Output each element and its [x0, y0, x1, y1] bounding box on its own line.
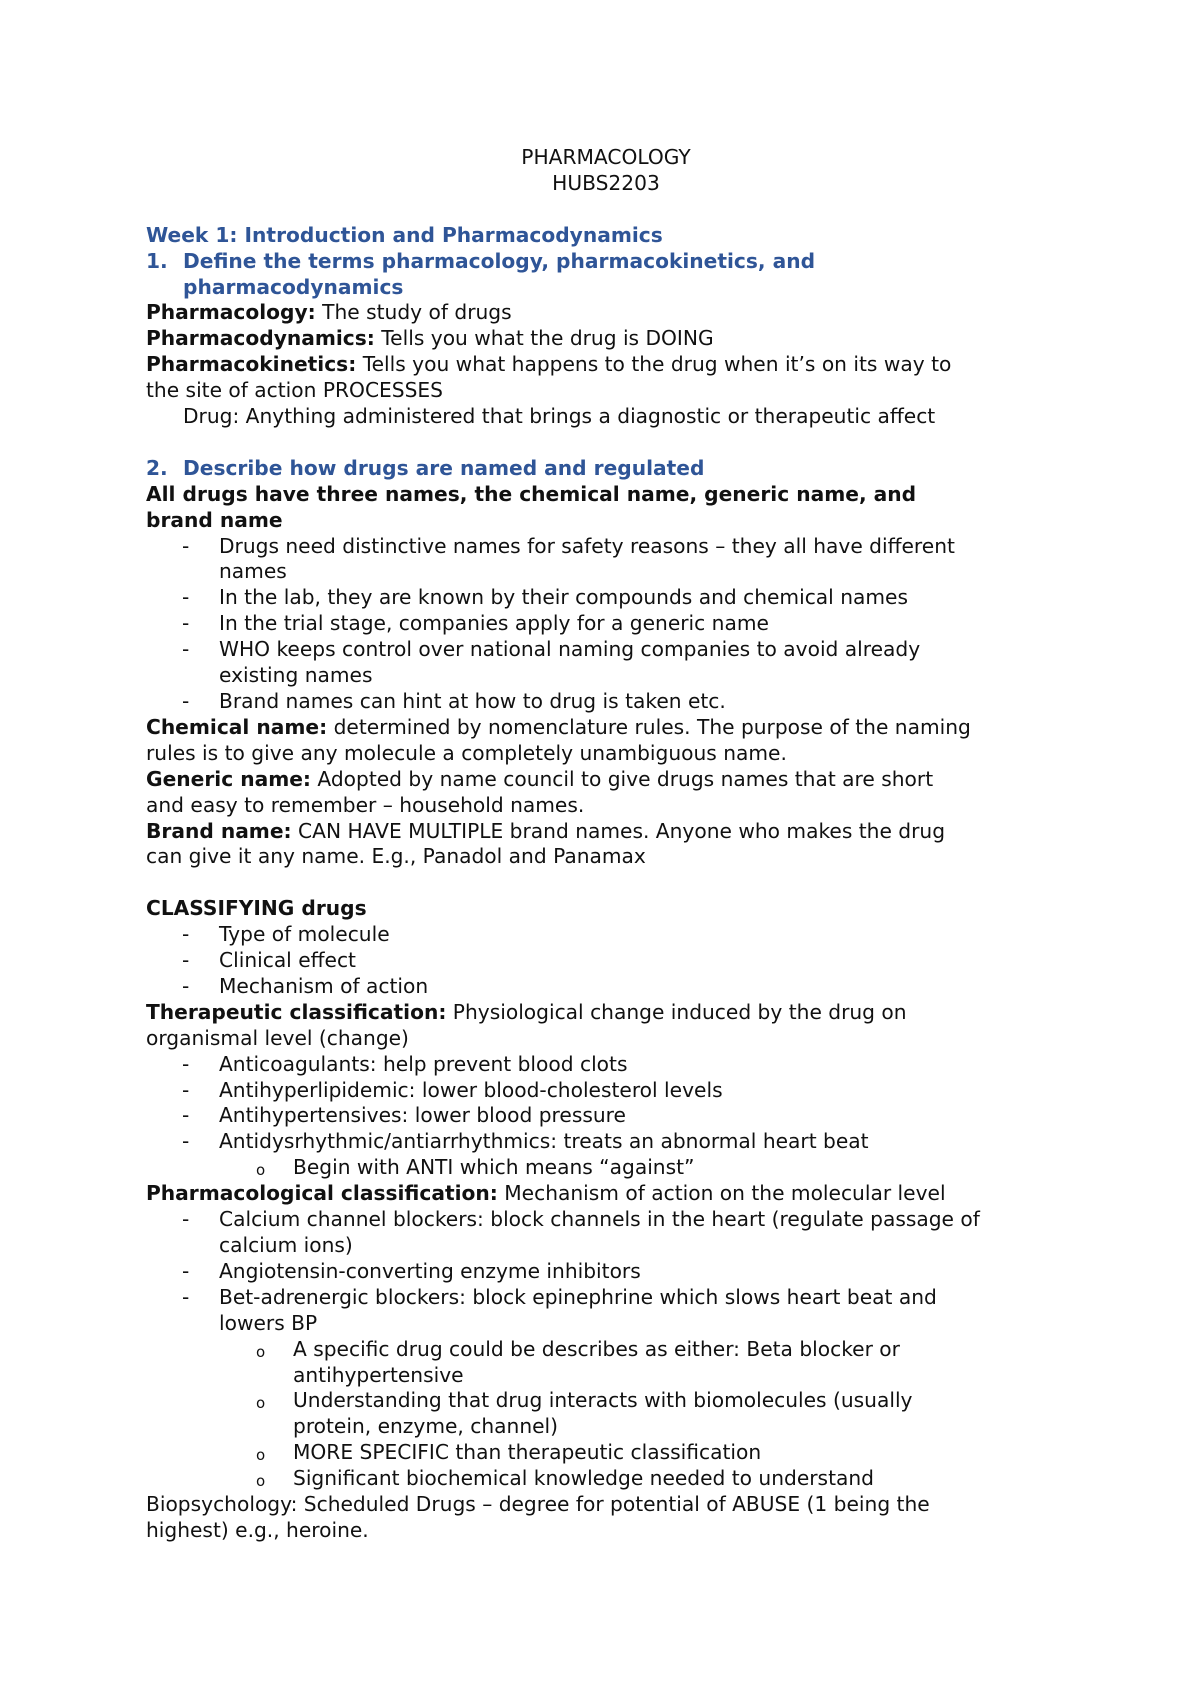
definition-pharmacodynamics: Pharmacodynamics: Tells you what the drug is DOING: [146, 326, 714, 351]
names-heading-line-1: All drugs have three names, the chemical name, generic name, and: [146, 481, 917, 506]
list-item: - Mechanism of action: [182, 973, 429, 998]
list-item: - Type of molecule: [182, 922, 390, 947]
generic-name-definition-cont: and easy to remember – household names.: [146, 792, 585, 817]
list-item: - In the trial stage, companies apply for a generic name: [182, 611, 769, 636]
definition-pharmacokinetics-cont: the site of action PROCESSES: [146, 378, 443, 403]
sub-list-item: o Begin with ANTI which means “against”: [256, 1155, 695, 1180]
sub-list-item: o Understanding that drug interacts with biomolecules (usually protein, enzyme, channel): [256, 1388, 913, 1439]
question-1-line-2: pharmacodynamics: [183, 274, 404, 299]
definition-drug: Drug: Anything administered that brings a diagnostic or therapeutic affect: [183, 404, 936, 429]
list-item: - Antidysrhythmic/antiarrhythmics: treats an abnormal heart beat: [182, 1129, 869, 1154]
list-item: - Angiotensin-converting enzyme inhibitors: [182, 1258, 641, 1283]
biopsychology-note-cont: highest) e.g., heroine.: [146, 1517, 369, 1542]
definition-pharmacology: Pharmacology: The study of drugs: [146, 300, 512, 325]
question-2-number: 2.: [146, 455, 168, 480]
sub-list-item: o MORE SPECIFIC than therapeutic classification: [256, 1440, 762, 1465]
list-item: - Clinical effect: [182, 948, 356, 973]
list-item: - In the lab, they are known by their compounds and chemical names: [182, 585, 908, 610]
list-item: - Antihypertensives: lower blood pressure: [182, 1103, 626, 1128]
chemical-name-definition: Chemical name: determined by nomenclature rules. The purpose of the naming: [146, 714, 971, 739]
circle-bullet-icon: o: [256, 1161, 266, 1180]
generic-name-definition: Generic name: Adopted by name council to give drugs names that are short: [146, 766, 934, 791]
circle-bullet-icon: o: [256, 1472, 266, 1491]
sub-list-item: o Significant biochemical knowledge needed to understand: [256, 1466, 874, 1491]
circle-bullet-icon: o: [256, 1394, 266, 1413]
therapeutic-classification: Therapeutic classification: Physiological change induced by the drug on: [146, 999, 907, 1024]
course-code: HUBS2203: [552, 170, 660, 195]
pharmacological-classification: Pharmacological classification: Mechanism of action on the molecular level: [146, 1181, 946, 1206]
question-1-number: 1.: [146, 248, 168, 273]
sub-list-item: o A specific drug could be describes as either: Beta blocker or antihypertensive: [256, 1336, 900, 1387]
document-content: [146, 145, 1076, 1544]
classifying-heading: CLASSIFYING drugs: [146, 896, 367, 921]
document-title: PHARMACOLOGY: [521, 145, 691, 169]
list-item: - Brand names can hint at how to drug is taken etc.: [182, 689, 726, 713]
question-1: [146, 249, 1076, 301]
list-item: - Anticoagulants: help prevent blood clots: [182, 1051, 628, 1076]
brand-name-definition: Brand name: CAN HAVE MULTIPLE brand names. Anyone who makes the drug: [146, 818, 946, 843]
question-2: [146, 456, 1076, 482]
question-2-text: Describe how drugs are named and regulated: [183, 455, 705, 480]
list-item: - WHO keeps control over national naming companies to avoid already existing names: [182, 637, 921, 688]
biopsychology-note: Biopsychology: Scheduled Drugs – degree for potential of ABUSE (1 being the: [146, 1492, 930, 1517]
names-heading-line-2: brand name: [146, 507, 283, 532]
circle-bullet-icon: o: [256, 1342, 266, 1361]
definition-pharmacokinetics: Pharmacokinetics: Tells you what happens to the drug when it’s on its way to: [146, 352, 952, 377]
brand-name-definition-cont: can give it any name. E.g., Panadol and Panamax: [146, 844, 646, 869]
question-1-line-1: Define the terms pharmacology, pharmacokinetics, and: [183, 248, 816, 273]
circle-bullet-icon: o: [256, 1446, 266, 1465]
week-heading: Week 1: Introduction and Pharmacodynamics: [146, 222, 663, 247]
list-item: - Drugs need distinctive names for safety reasons – they all have different names: [182, 533, 955, 584]
therapeutic-classification-cont: organismal level (change): [146, 1025, 409, 1050]
list-item: - Bet-adrenergic blockers: block epinephrine which slows heart beat and lowers BP: [182, 1284, 937, 1335]
chemical-name-definition-cont: rules is to give any molecule a completely unambiguous name.: [146, 740, 787, 765]
list-item: - Calcium channel blockers: block channels in the heart (regulate passage of calcium ions): [182, 1207, 980, 1258]
list-item: - Antihyperlipidemic: lower blood-cholesterol levels: [182, 1077, 723, 1102]
